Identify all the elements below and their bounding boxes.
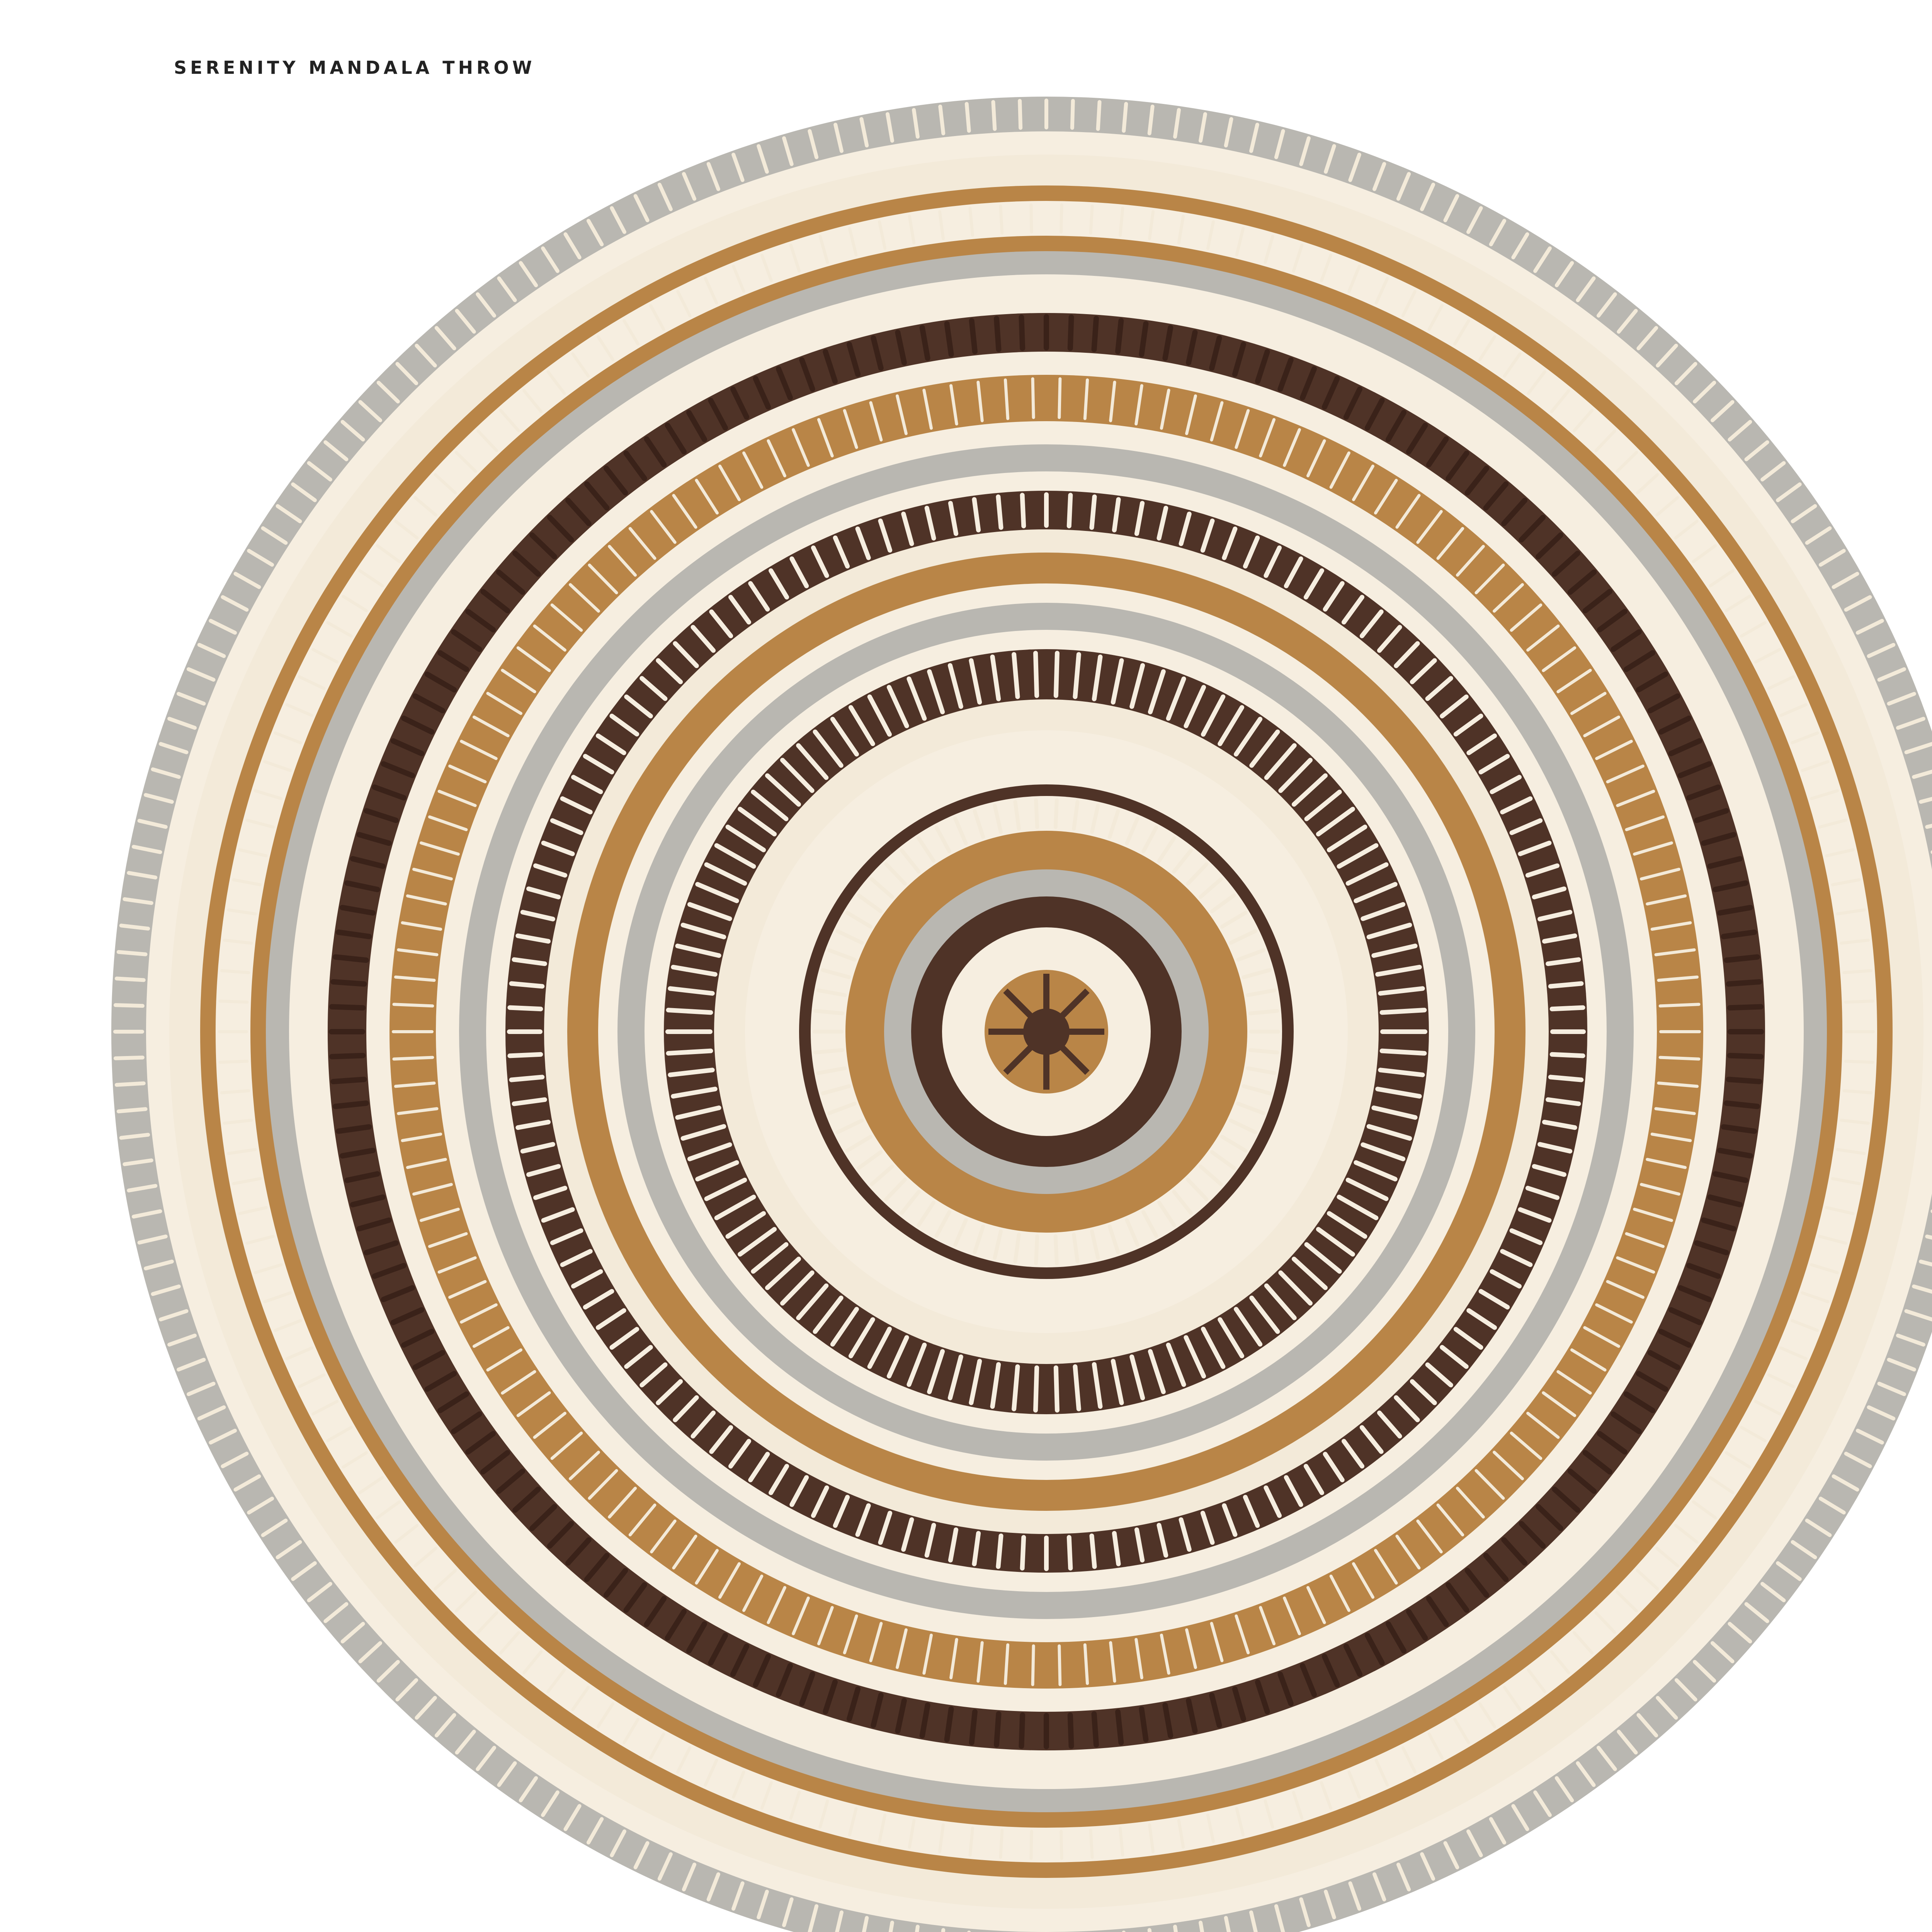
stitch-mark (1382, 1051, 1425, 1053)
stitch-mark (1730, 1056, 1761, 1057)
stitch-mark (1059, 1646, 1060, 1685)
stitch-mark (1056, 1368, 1057, 1410)
stitch-mark (1094, 319, 1096, 350)
stitch-mark (1382, 1010, 1425, 1012)
stitch-mark (1056, 800, 1057, 827)
stitch-mark (1660, 1058, 1699, 1059)
stitch-mark (1551, 983, 1582, 986)
stitch-mark (1021, 317, 1022, 348)
stitch-mark (1660, 1004, 1699, 1006)
stitch-mark (1070, 1715, 1071, 1746)
stitch-mark (117, 978, 144, 980)
stitch-mark (1092, 497, 1094, 528)
stitch-mark (997, 1714, 999, 1745)
stitch-mark (220, 1001, 247, 1002)
stitch-mark (335, 1103, 366, 1106)
stitch-mark (1069, 1537, 1071, 1568)
stitch-mark (116, 1005, 143, 1006)
stitch-mark (1091, 206, 1092, 233)
stitch-mark (510, 1008, 541, 1009)
stitch-mark (220, 1061, 247, 1062)
stitch-mark (1250, 1011, 1277, 1013)
stitch-mark (394, 1004, 432, 1006)
stitch-mark (1846, 1061, 1873, 1062)
stitch-mark (1022, 495, 1024, 526)
stitch-mark (993, 102, 995, 129)
stitch-mark (1729, 982, 1760, 984)
stitch-mark (668, 1010, 711, 1012)
stitch-mark (1036, 653, 1037, 696)
running-head: SERENITY MANDALA THROW (174, 57, 536, 78)
stitch-mark (119, 952, 146, 954)
stitch-mark (1729, 1079, 1760, 1082)
stitch-mark (972, 1712, 975, 1743)
stitch-mark (1033, 1646, 1034, 1685)
stitch-mark (512, 983, 543, 986)
stitch-mark (1118, 1712, 1121, 1743)
mandala-throw-photo (77, 97, 1932, 1932)
stitch-mark (1056, 653, 1057, 696)
stitch-mark (967, 104, 969, 131)
stitch-mark (335, 957, 366, 960)
stitch-mark (1070, 317, 1071, 348)
stitch-mark (117, 1083, 144, 1085)
mandala-rings (111, 97, 1932, 1932)
stitch-mark (668, 1051, 711, 1053)
stitch-mark (119, 1109, 146, 1111)
stitch-mark (1551, 1077, 1582, 1080)
stitch-mark (1844, 971, 1871, 973)
stitch-mark (1059, 379, 1060, 417)
stitch-mark (1726, 957, 1757, 960)
stitch-mark (1033, 379, 1034, 417)
stitch-mark (512, 1077, 543, 1080)
stitch-mark (1098, 102, 1100, 129)
stitch-mark (222, 1091, 249, 1093)
stitch-mark (1094, 1714, 1096, 1745)
stitch-mark (332, 1056, 363, 1057)
stitch-mark (1056, 1236, 1057, 1263)
stitch-mark (997, 319, 999, 350)
stitch-mark (510, 1054, 541, 1056)
stitch-mark (1118, 321, 1121, 352)
stitch-mark (998, 497, 1001, 528)
stitch-mark (1844, 1091, 1871, 1093)
stitch-mark (998, 1536, 1001, 1567)
stitch-mark (1072, 101, 1073, 128)
stitch-mark (394, 1058, 432, 1059)
stitch-mark (1000, 206, 1002, 233)
stitch-mark (1036, 800, 1037, 827)
stitch-mark (1022, 1537, 1024, 1568)
stitch-mark (333, 1079, 364, 1082)
stitch-mark (1069, 495, 1071, 526)
stitch-mark (222, 971, 249, 973)
stitch-mark (333, 982, 364, 984)
stitch-mark (1730, 1007, 1761, 1008)
stitch-mark (1726, 1103, 1757, 1106)
stitch-mark (1091, 1830, 1092, 1857)
stitch-mark (1021, 1715, 1022, 1746)
stitch-mark (1092, 1536, 1094, 1567)
stitch-mark (1000, 1830, 1002, 1857)
stitch-mark (972, 321, 975, 352)
stitch-mark (1036, 1236, 1037, 1263)
stitch-mark (1124, 104, 1126, 131)
stitch-mark (1552, 1054, 1583, 1056)
stitch-mark (1846, 1001, 1873, 1002)
stitch-mark (1036, 1368, 1037, 1410)
stitch-mark (815, 1011, 842, 1013)
stitch-mark (1552, 1008, 1583, 1009)
stitch-mark (815, 1050, 842, 1053)
stitch-mark (1250, 1050, 1277, 1053)
stitch-mark (332, 1007, 363, 1008)
